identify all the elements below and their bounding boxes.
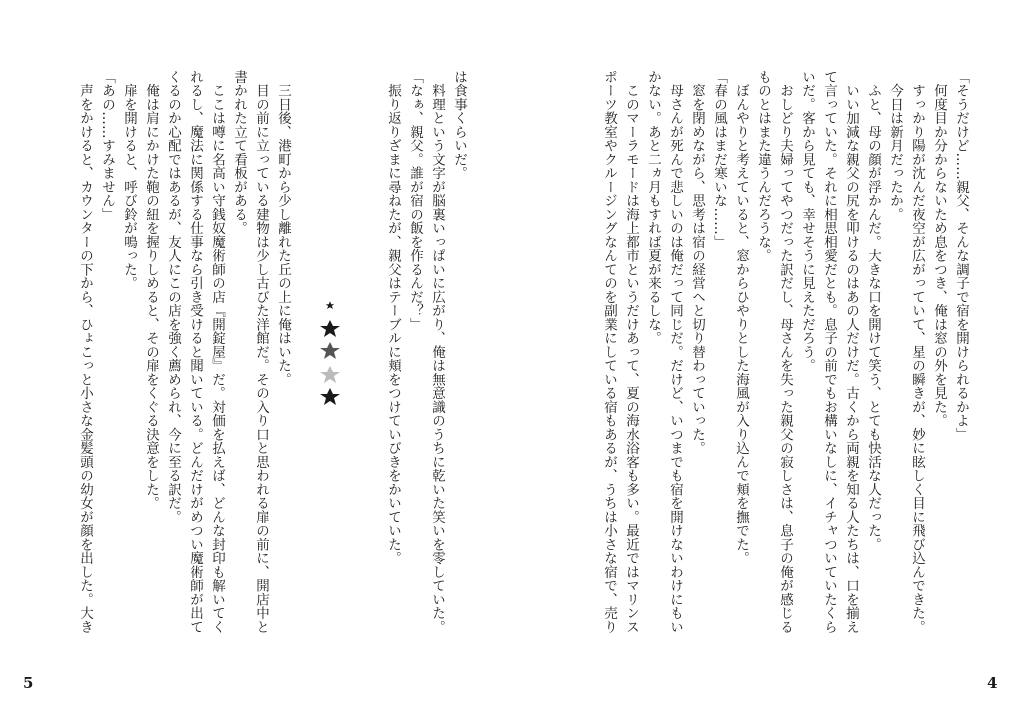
text-column: くるのか心配ではあるが、友人にこの店を強く薦められ、今に至る訳だ。 bbox=[165, 70, 181, 524]
text-column: 今日は新月だったか。 bbox=[887, 70, 903, 222]
text-column: いだ。客から見ても、幸せそうに見えただろう。 bbox=[799, 70, 815, 373]
text-column: このマーラモードは海上都市というだけあって、夏の海水浴客も多い。最近ではマリンス bbox=[623, 70, 639, 634]
text-column: ぼんやりと考えていると、窓からひやりとした海風が入り込んで頬を撫でた。 bbox=[733, 70, 749, 565]
text-column: 目の前に立っている建物は少し古びた洋館だ。その入り口と思われる扉の前に、開店中と bbox=[253, 70, 269, 634]
text-column: 「春の風はまだ寒いな……」 bbox=[711, 70, 727, 249]
text-column: 「なぁ、親父。誰が宿の飯を作るんだ？」 bbox=[407, 70, 423, 332]
text-column: 「そうだけど……親父、そんな調子で宿を開けられるかよ」 bbox=[953, 70, 969, 442]
text-column: 声をかけると、カウンターの下から、ひょこっと小さな金髪頭の幼女が顔を出した。大き bbox=[77, 70, 93, 634]
text-column: ここは噂に名高い守銭奴魔術師の店『開錠屋』だ。対価を払えば、どんな封印も解いてく bbox=[209, 70, 225, 634]
text-column: 三日後、港町から少し離れた丘の上に俺はいた。 bbox=[275, 70, 291, 387]
text-column: 「あの……すみません」 bbox=[99, 70, 115, 222]
text-column: 振り返りざまに尋ねたが、親父はテーブルに頬をつけていびきをかいていた。 bbox=[385, 70, 401, 565]
text-column: は食事くらいだ。 bbox=[451, 70, 467, 180]
text-column: 料理という文字が脳裏いっぱいに広がり、俺は無意識のうちに乾いた笑いを零していた。 bbox=[429, 70, 445, 634]
text-column: ものとはまた違うんだろうな。 bbox=[755, 70, 771, 263]
text-column: 扉を開けると、呼び鈴が鳴った。 bbox=[121, 70, 137, 290]
text-column: すっかり陽が沈んだ夜空が広がっていて、星の瞬きが、妙に眩しく目に飛び込んできた。 bbox=[909, 70, 925, 634]
text-column: 俺は肩にかけた鞄の紐を握りしめると、その扉をくぐる決意をした。 bbox=[143, 70, 159, 510]
scene-break-ornament bbox=[318, 300, 342, 410]
text-column: 書かれた立て看板がある。 bbox=[231, 70, 247, 235]
text-column: ふと、母の顔が浮かんだ。大きな口を開けて笑う、とても快活な人だった。 bbox=[865, 70, 881, 552]
text-column: 何度目か分からないため息をつき、俺は窓の外を見た。 bbox=[931, 70, 947, 428]
text-column: 窓を閉めながら、思考は宿の経営へと切り替わっていった。 bbox=[689, 70, 705, 455]
text-column: ポーツ教室やクルージングなんてのを副業にしている宿もあるが、うちは小さな宿で、売り bbox=[601, 70, 617, 634]
page-number-right: 4 bbox=[987, 674, 998, 692]
text-column: おしどり夫婦ってやつだった訳だし、母さんを失った親父の寂しさは、息子の俺が感じる bbox=[777, 70, 793, 634]
text-column: 母さんが死んで悲しいのは俺だって同じだ。だけど、いつまでも宿を開けないわけにもい bbox=[667, 70, 683, 634]
page-number-left: 5 bbox=[23, 674, 34, 692]
text-column: れるし、魔法に関係する仕事なら引き受けると聞いている。どんだけがめつい魔術師が出て bbox=[187, 70, 203, 634]
text-column: いい加減な親父の尻を叩けるのはあの人だけだ。古くから両親を知る人たちは、口を揃え bbox=[843, 70, 859, 634]
text-column: かない。あと二ヵ月もすれば夏が来るしな。 bbox=[645, 70, 661, 345]
text-column: て言っていた。それに相思相愛だとも。息子の前でもお構いなしに、イチャついていたくら bbox=[821, 70, 837, 634]
